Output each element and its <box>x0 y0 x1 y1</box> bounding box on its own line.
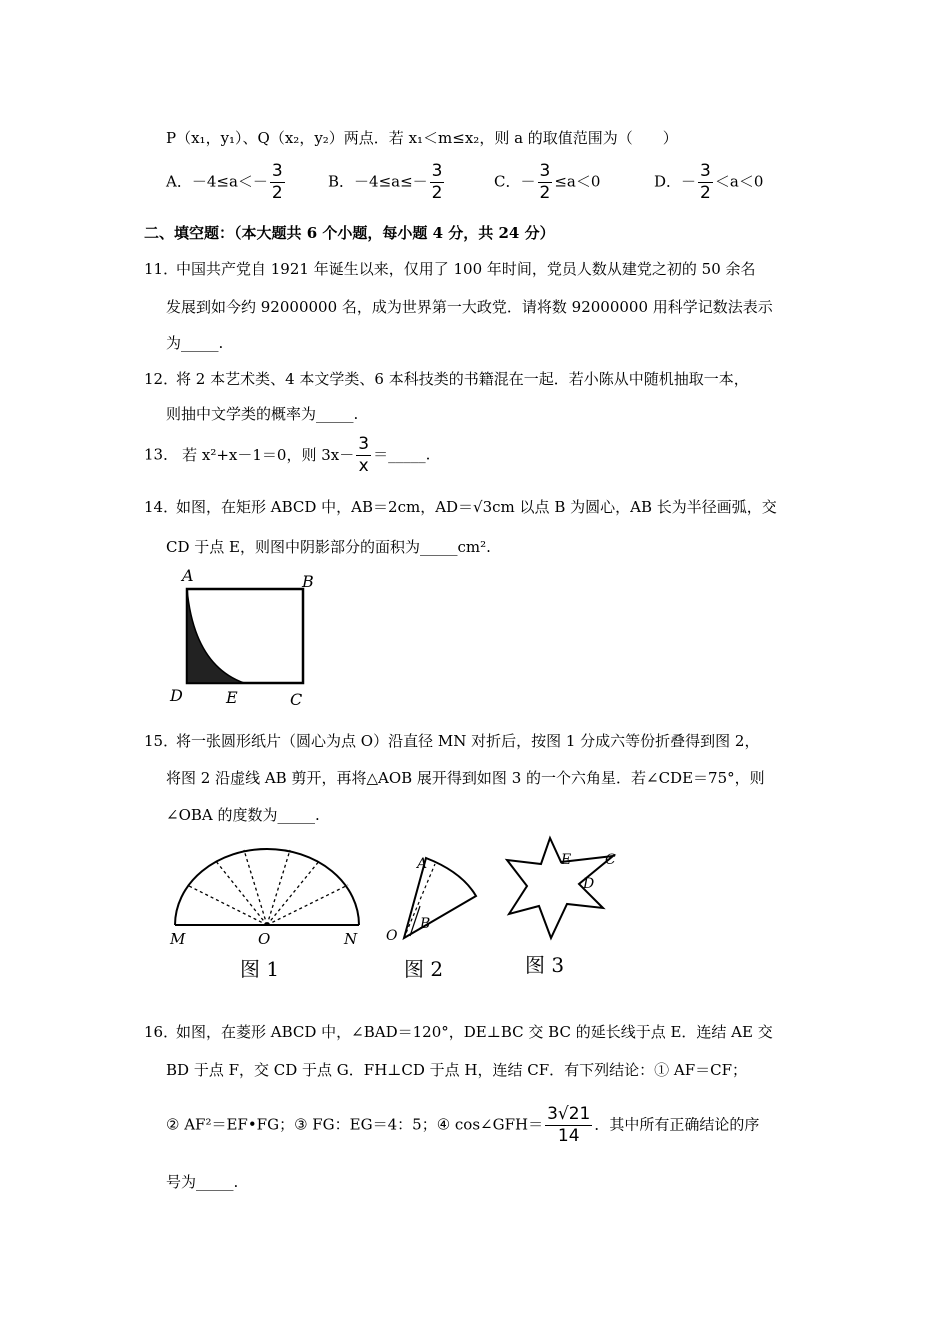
q10-option-a: A．－4≤a＜－ $\frac{3}{2}$ <box>166 161 283 203</box>
shaded-region <box>187 589 244 683</box>
label-d: D <box>583 876 595 892</box>
label-a: A <box>182 566 194 585</box>
q10-option-c: C．－ $\frac{3}{2}$ ≤a＜0 <box>494 161 601 203</box>
label-c: C <box>605 852 616 868</box>
q16-line-4: 号为_____. <box>166 1173 239 1191</box>
sector <box>404 858 476 938</box>
fraction: $\frac{3}{2}$ <box>700 161 711 203</box>
q11-line-3: 为_____. <box>166 334 224 352</box>
caption-1: 图 1 <box>240 957 280 981</box>
q13: 13． 若 x²+x－1＝0，则 3x－ $\frac{3}{x}$ ＝_____. <box>144 434 431 476</box>
q11-line-1: 中国共产党自 1921 年诞生以来，仅用了 100 年时间，党员人数从建党之初的 50 余名 <box>176 260 756 278</box>
q15-number: 15． <box>144 732 179 750</box>
q16-line-3: ② AF²＝EF•FG；③ FG：EG＝4：5；④ cos∠GFH＝ $\frac{3√21}{14}$ ．其中所有正确结论的序 <box>166 1104 760 1146</box>
dashed-radii <box>187 850 348 925</box>
q10-continuation: P（x₁，y₁）、Q（x₂，y₂）两点．若 x₁＜m≤x₂，则 a 的取值范围为（ ） <box>166 129 678 147</box>
star <box>507 838 613 938</box>
caption-2: 图 2 <box>404 957 444 981</box>
label-d: D <box>170 686 183 705</box>
label-c: C <box>290 690 303 709</box>
q10-option-b: B．－4≤a≤－ $\frac{3}{2}$ <box>328 161 443 203</box>
q14-number: 14． <box>144 498 179 516</box>
q11-number: 11． <box>144 260 179 278</box>
caption-3: 图 3 <box>525 953 565 977</box>
label-o: O <box>386 928 398 944</box>
fraction: $\frac{3√21}{14}$ <box>547 1104 591 1146</box>
q15-figure-3 <box>495 830 635 980</box>
q15-figure-1 <box>160 840 370 985</box>
q10-option-d: D．－ $\frac{3}{2}$ ＜a＜0 <box>654 161 764 203</box>
q16-line-2: BD 于点 F，交 CD 于点 G．FH⊥CD 于点 H，连结 CF．有下列结论：① AF＝CF； <box>166 1061 748 1079</box>
q14-figure <box>160 565 320 715</box>
semicircle-arc <box>175 849 359 925</box>
fraction: $\frac{3}{2}$ <box>539 161 551 203</box>
label-m: M <box>170 930 186 948</box>
label-n: N <box>344 930 358 948</box>
fraction: $\frac{3}{x}$ <box>358 434 370 476</box>
fraction: $\frac{3}{2}$ <box>431 161 443 203</box>
q14-line-2: CD 于点 E，则图中阴影部分的面积为_____cm². <box>166 538 491 556</box>
q12-line-1: 将 2 本艺术类、4 本文学类、6 本科技类的书籍混在一起．若小陈从中随机抽取一本， <box>176 370 749 388</box>
label-b: B <box>420 916 431 932</box>
q12-number: 12． <box>144 370 179 388</box>
q15-line-3: ∠OBA 的度数为_____. <box>166 806 320 824</box>
fraction: $\frac{3}{2}$ <box>271 161 283 203</box>
q15-figure-2 <box>380 840 490 985</box>
q11-line-2: 发展到如今约 92000000 名，成为世界第一大政党．请将数 92000000 用科学记数法表示 <box>166 298 773 316</box>
q15-line-2: 将图 2 沿虚线 AB 剪开，再将△AOB 展开得到如图 3 的一个六角星．若∠CDE＝75°，则 <box>166 769 765 787</box>
label-e: E <box>226 688 238 707</box>
q12-line-2: 则抽中文学类的概率为_____. <box>166 405 359 423</box>
label-a: A <box>417 856 428 872</box>
q16-number: 16． <box>144 1023 179 1041</box>
label-e: E <box>561 852 572 868</box>
section-heading: 二、填空题：（本大题共 6 个小题，每小题 4 分，共 24 分） <box>144 224 555 242</box>
q16-line-1: 如图，在菱形 ABCD 中，∠BAD＝120°，DE⊥BC 交 BC 的延长线于点 E．连结 AE 交 <box>176 1023 773 1041</box>
q15-line-1: 将一张圆形纸片（圆心为点 O）沿直径 MN 对折后，按图 1 分成六等份折叠得到图 2， <box>176 732 760 750</box>
q14-line-1: 如图，在矩形 ABCD 中，AB＝2cm，AD＝√3cm 以点 B 为圆心，AB 长为半径画弧，交 <box>176 498 777 516</box>
label-o: O <box>258 930 271 948</box>
label-b: B <box>302 572 314 591</box>
